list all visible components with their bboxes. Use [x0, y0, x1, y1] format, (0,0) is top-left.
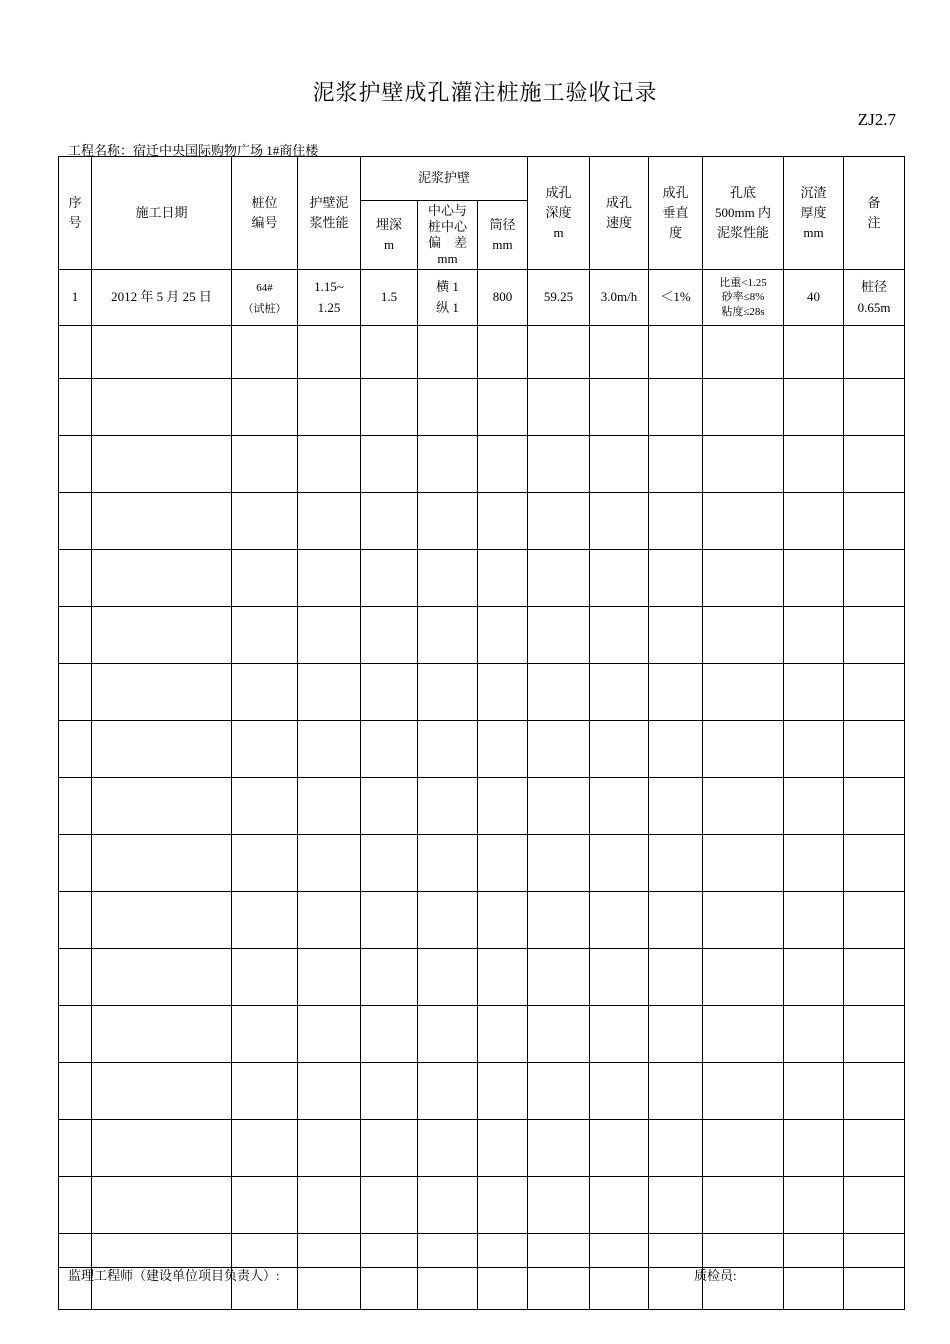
empty-cell	[528, 892, 590, 949]
empty-cell	[418, 1177, 478, 1234]
form-code: ZJ2.7	[857, 110, 896, 129]
project-name: 工程名称：宿迁中央国际购物广场 1#商住楼	[68, 143, 319, 158]
empty-cell	[92, 379, 232, 436]
empty-cell	[232, 436, 298, 493]
empty-cell	[59, 949, 92, 1006]
empty-cell	[361, 493, 418, 550]
empty-cell	[92, 1063, 232, 1120]
empty-cell	[92, 1120, 232, 1177]
empty-cell	[590, 326, 649, 379]
empty-cell	[298, 664, 361, 721]
empty-cell	[649, 1177, 703, 1234]
empty-cell	[232, 607, 298, 664]
empty-cell	[649, 721, 703, 778]
empty-cell	[298, 1120, 361, 1177]
table-row	[59, 1120, 905, 1177]
empty-cell	[528, 379, 590, 436]
empty-cell	[361, 1268, 418, 1310]
empty-cell	[232, 493, 298, 550]
empty-cell	[232, 550, 298, 607]
empty-cell	[590, 892, 649, 949]
header-sediment: 沉渣 厚度 mm	[784, 157, 844, 270]
empty-cell	[844, 892, 905, 949]
empty-cell	[418, 721, 478, 778]
empty-cell	[649, 664, 703, 721]
header-mud-performance: 护壁泥 浆性能	[298, 157, 361, 270]
empty-cell	[361, 607, 418, 664]
table-row	[59, 493, 905, 550]
empty-cell	[92, 664, 232, 721]
empty-cell	[844, 607, 905, 664]
header-speed: 成孔 速度	[590, 157, 649, 270]
empty-cell	[703, 493, 784, 550]
empty-cell	[478, 835, 528, 892]
empty-cell	[784, 892, 844, 949]
cell-vertical: ＜1%	[649, 270, 703, 326]
inspector-signature-label: 质检员:	[694, 1268, 737, 1283]
empty-cell	[232, 1177, 298, 1234]
empty-cell	[418, 1120, 478, 1177]
empty-cell	[59, 436, 92, 493]
empty-cell	[649, 550, 703, 607]
empty-cell	[361, 326, 418, 379]
empty-cell	[844, 949, 905, 1006]
header-casing: 筒径 mm	[478, 201, 528, 270]
empty-cell	[418, 379, 478, 436]
cell-casing: 800	[478, 270, 528, 326]
empty-cell	[703, 1006, 784, 1063]
empty-cell	[478, 326, 528, 379]
empty-cell	[59, 1120, 92, 1177]
empty-cell	[361, 436, 418, 493]
empty-cell	[703, 607, 784, 664]
empty-cell	[528, 949, 590, 1006]
empty-cell	[478, 1120, 528, 1177]
empty-cell	[232, 721, 298, 778]
empty-cell	[298, 778, 361, 835]
empty-cell	[478, 493, 528, 550]
empty-cell	[478, 892, 528, 949]
table-row	[59, 270, 905, 326]
empty-cell	[92, 1006, 232, 1063]
empty-cell	[92, 835, 232, 892]
empty-cell	[703, 892, 784, 949]
empty-cell	[528, 721, 590, 778]
empty-cell	[784, 607, 844, 664]
empty-cell	[844, 1177, 905, 1234]
empty-cell	[649, 835, 703, 892]
empty-cell	[92, 892, 232, 949]
empty-cell	[478, 721, 528, 778]
empty-cell	[361, 1234, 418, 1268]
empty-cell	[418, 436, 478, 493]
empty-cell	[844, 1120, 905, 1177]
empty-cell	[298, 1177, 361, 1234]
table-row	[59, 436, 905, 493]
empty-cell	[92, 949, 232, 1006]
empty-cell	[478, 1006, 528, 1063]
header-wall-group: 泥浆护壁	[361, 157, 528, 201]
empty-cell	[478, 1063, 528, 1120]
empty-cell	[418, 1234, 478, 1268]
cell-speed: 3.0m/h	[590, 270, 649, 326]
empty-cell	[361, 835, 418, 892]
cell-pile-no: 64# （试桩）	[232, 270, 298, 326]
empty-cell	[59, 1006, 92, 1063]
empty-cell	[361, 1063, 418, 1120]
cell-seq: 1	[59, 270, 92, 326]
empty-cell	[418, 664, 478, 721]
empty-cell	[361, 1006, 418, 1063]
empty-cell	[478, 607, 528, 664]
empty-cell	[232, 1120, 298, 1177]
empty-cell	[590, 778, 649, 835]
cell-mud-performance: 1.15~ 1.25	[298, 270, 361, 326]
empty-cell	[232, 379, 298, 436]
empty-cell	[418, 1006, 478, 1063]
empty-cell	[784, 835, 844, 892]
empty-cell	[590, 493, 649, 550]
empty-cell	[703, 379, 784, 436]
empty-cell	[590, 835, 649, 892]
empty-cell	[784, 1268, 844, 1310]
empty-cell	[703, 664, 784, 721]
table-row	[59, 1006, 905, 1063]
empty-cell	[528, 664, 590, 721]
header-vertical: 成孔 垂直 度	[649, 157, 703, 270]
table-row	[59, 892, 905, 949]
empty-cell	[649, 326, 703, 379]
empty-cell	[528, 607, 590, 664]
empty-cell	[590, 1006, 649, 1063]
empty-cell	[703, 778, 784, 835]
empty-cell	[844, 1234, 905, 1268]
empty-cell	[232, 778, 298, 835]
empty-cell	[418, 1268, 478, 1310]
table-row	[59, 664, 905, 721]
empty-cell	[844, 326, 905, 379]
empty-cell	[298, 436, 361, 493]
empty-cell	[590, 1063, 649, 1120]
empty-cell	[649, 949, 703, 1006]
empty-cell	[590, 664, 649, 721]
table-row	[59, 1234, 905, 1268]
empty-cell	[92, 607, 232, 664]
empty-cell	[784, 1234, 844, 1268]
empty-cell	[92, 326, 232, 379]
empty-cell	[784, 493, 844, 550]
empty-cell	[478, 1177, 528, 1234]
empty-cell	[844, 721, 905, 778]
table-row	[59, 607, 905, 664]
table-row	[59, 326, 905, 379]
empty-cell	[649, 379, 703, 436]
empty-cell	[649, 493, 703, 550]
empty-cell	[784, 1120, 844, 1177]
header-depth: 成孔 深度 m	[528, 157, 590, 270]
header-seq: 序 号	[59, 157, 92, 270]
supervisor-signature-label: 监理工程师（建设单位项目负责人）:	[68, 1268, 280, 1283]
empty-cell	[232, 892, 298, 949]
empty-cell	[590, 607, 649, 664]
empty-cell	[478, 379, 528, 436]
empty-cell	[298, 835, 361, 892]
empty-cell	[298, 1063, 361, 1120]
empty-cell	[361, 1177, 418, 1234]
acceptance-table	[58, 156, 905, 1310]
table-row	[59, 1177, 905, 1234]
empty-cell	[844, 835, 905, 892]
empty-cell	[590, 550, 649, 607]
empty-cell	[844, 778, 905, 835]
header-deviation: 中心与 桩中心 偏 差 mm	[418, 201, 478, 270]
empty-cell	[298, 1234, 361, 1268]
empty-cell	[418, 892, 478, 949]
empty-cell	[478, 664, 528, 721]
empty-cell	[59, 326, 92, 379]
empty-cell	[418, 607, 478, 664]
empty-cell	[92, 1177, 232, 1234]
empty-cell	[528, 1234, 590, 1268]
empty-cell	[528, 1177, 590, 1234]
empty-cell	[361, 892, 418, 949]
empty-cell	[784, 1177, 844, 1234]
empty-cell	[418, 550, 478, 607]
empty-cell	[59, 379, 92, 436]
empty-cell	[844, 1268, 905, 1310]
empty-cell	[528, 436, 590, 493]
cell-sediment: 40	[784, 270, 844, 326]
empty-cell	[703, 1063, 784, 1120]
header-pile-no: 桩位 编号	[232, 157, 298, 270]
empty-cell	[59, 607, 92, 664]
empty-cell	[361, 550, 418, 607]
table-row	[59, 1063, 905, 1120]
empty-cell	[298, 1268, 361, 1310]
empty-cell	[784, 1006, 844, 1063]
cell-deviation: 横 1 纵 1	[418, 270, 478, 326]
empty-cell	[649, 607, 703, 664]
empty-cell	[232, 949, 298, 1006]
empty-cell	[59, 1063, 92, 1120]
empty-cell	[649, 892, 703, 949]
empty-cell	[478, 778, 528, 835]
empty-cell	[232, 835, 298, 892]
empty-cell	[844, 436, 905, 493]
empty-cell	[703, 1120, 784, 1177]
empty-cell	[232, 664, 298, 721]
document-title: 泥浆护壁成孔灌注桩施工验收记录	[312, 80, 658, 105]
empty-cell	[232, 1063, 298, 1120]
cell-remark: 桩径 0.65m	[844, 270, 905, 326]
empty-cell	[649, 436, 703, 493]
empty-cell	[528, 1063, 590, 1120]
empty-cell	[649, 1120, 703, 1177]
empty-cell	[649, 778, 703, 835]
empty-cell	[784, 721, 844, 778]
empty-cell	[703, 436, 784, 493]
empty-cell	[59, 892, 92, 949]
cell-depth: 59.25	[528, 270, 590, 326]
empty-cell	[703, 1177, 784, 1234]
empty-cell	[361, 379, 418, 436]
empty-cell	[844, 1006, 905, 1063]
empty-cell	[232, 326, 298, 379]
empty-cell	[528, 550, 590, 607]
empty-cell	[92, 1234, 232, 1268]
empty-cell	[92, 493, 232, 550]
empty-cell	[784, 664, 844, 721]
empty-cell	[590, 1120, 649, 1177]
empty-cell	[590, 436, 649, 493]
table-row	[59, 778, 905, 835]
empty-cell	[649, 1234, 703, 1268]
empty-cell	[298, 326, 361, 379]
empty-cell	[418, 835, 478, 892]
empty-cell	[703, 550, 784, 607]
empty-cell	[298, 721, 361, 778]
empty-cell	[298, 949, 361, 1006]
cell-bury-depth: 1.5	[361, 270, 418, 326]
empty-rows	[59, 326, 905, 1310]
cell-date: 2012 年 5 月 25 日	[92, 270, 232, 326]
empty-cell	[59, 550, 92, 607]
empty-cell	[703, 949, 784, 1006]
empty-cell	[232, 1234, 298, 1268]
empty-cell	[298, 379, 361, 436]
empty-cell	[784, 550, 844, 607]
empty-cell	[298, 550, 361, 607]
header-date: 施工日期	[92, 157, 232, 270]
empty-cell	[59, 664, 92, 721]
empty-cell	[590, 949, 649, 1006]
empty-cell	[590, 721, 649, 778]
header-bury-depth: 埋深 m	[361, 201, 418, 270]
empty-cell	[361, 1120, 418, 1177]
empty-cell	[92, 721, 232, 778]
empty-cell	[418, 493, 478, 550]
empty-cell	[361, 778, 418, 835]
empty-cell	[844, 493, 905, 550]
empty-cell	[298, 1006, 361, 1063]
header-bottom-mud: 孔底 500mm 内 泥浆性能	[703, 157, 784, 270]
empty-cell	[418, 326, 478, 379]
empty-cell	[478, 1234, 528, 1268]
empty-cell	[478, 436, 528, 493]
table-row	[59, 550, 905, 607]
empty-cell	[844, 664, 905, 721]
empty-cell	[784, 436, 844, 493]
empty-cell	[590, 1268, 649, 1310]
empty-cell	[528, 778, 590, 835]
empty-cell	[59, 778, 92, 835]
empty-cell	[92, 778, 232, 835]
empty-cell	[590, 379, 649, 436]
empty-cell	[92, 436, 232, 493]
empty-cell	[784, 949, 844, 1006]
empty-cell	[59, 835, 92, 892]
empty-cell	[361, 664, 418, 721]
cell-bottom-mud: 比重<1.25 砂率≤8% 粘度≤28s	[703, 270, 784, 326]
empty-cell	[784, 326, 844, 379]
table-row	[59, 835, 905, 892]
empty-cell	[361, 721, 418, 778]
empty-cell	[703, 1234, 784, 1268]
empty-cell	[418, 949, 478, 1006]
empty-cell	[703, 326, 784, 379]
empty-cell	[844, 379, 905, 436]
empty-cell	[528, 326, 590, 379]
empty-cell	[478, 1268, 528, 1310]
empty-cell	[298, 892, 361, 949]
empty-cell	[590, 1234, 649, 1268]
header-remark: 备 注	[844, 157, 905, 270]
empty-cell	[703, 835, 784, 892]
empty-cell	[528, 1120, 590, 1177]
empty-cell	[528, 1006, 590, 1063]
empty-cell	[784, 778, 844, 835]
empty-cell	[59, 493, 92, 550]
empty-cell	[59, 1234, 92, 1268]
empty-cell	[59, 721, 92, 778]
empty-cell	[844, 1063, 905, 1120]
empty-cell	[361, 949, 418, 1006]
empty-cell	[92, 550, 232, 607]
empty-cell	[590, 1177, 649, 1234]
empty-cell	[528, 1268, 590, 1310]
empty-cell	[528, 493, 590, 550]
empty-cell	[844, 550, 905, 607]
empty-cell	[418, 1063, 478, 1120]
empty-cell	[528, 835, 590, 892]
empty-cell	[649, 1006, 703, 1063]
empty-cell	[232, 1006, 298, 1063]
empty-cell	[703, 721, 784, 778]
empty-cell	[298, 493, 361, 550]
empty-cell	[298, 607, 361, 664]
empty-cell	[418, 778, 478, 835]
table-row	[59, 379, 905, 436]
empty-cell	[784, 1063, 844, 1120]
empty-cell	[59, 1177, 92, 1234]
table-row	[59, 721, 905, 778]
empty-cell	[478, 949, 528, 1006]
empty-cell	[649, 1063, 703, 1120]
table-row	[59, 949, 905, 1006]
empty-cell	[784, 379, 844, 436]
empty-cell	[478, 550, 528, 607]
